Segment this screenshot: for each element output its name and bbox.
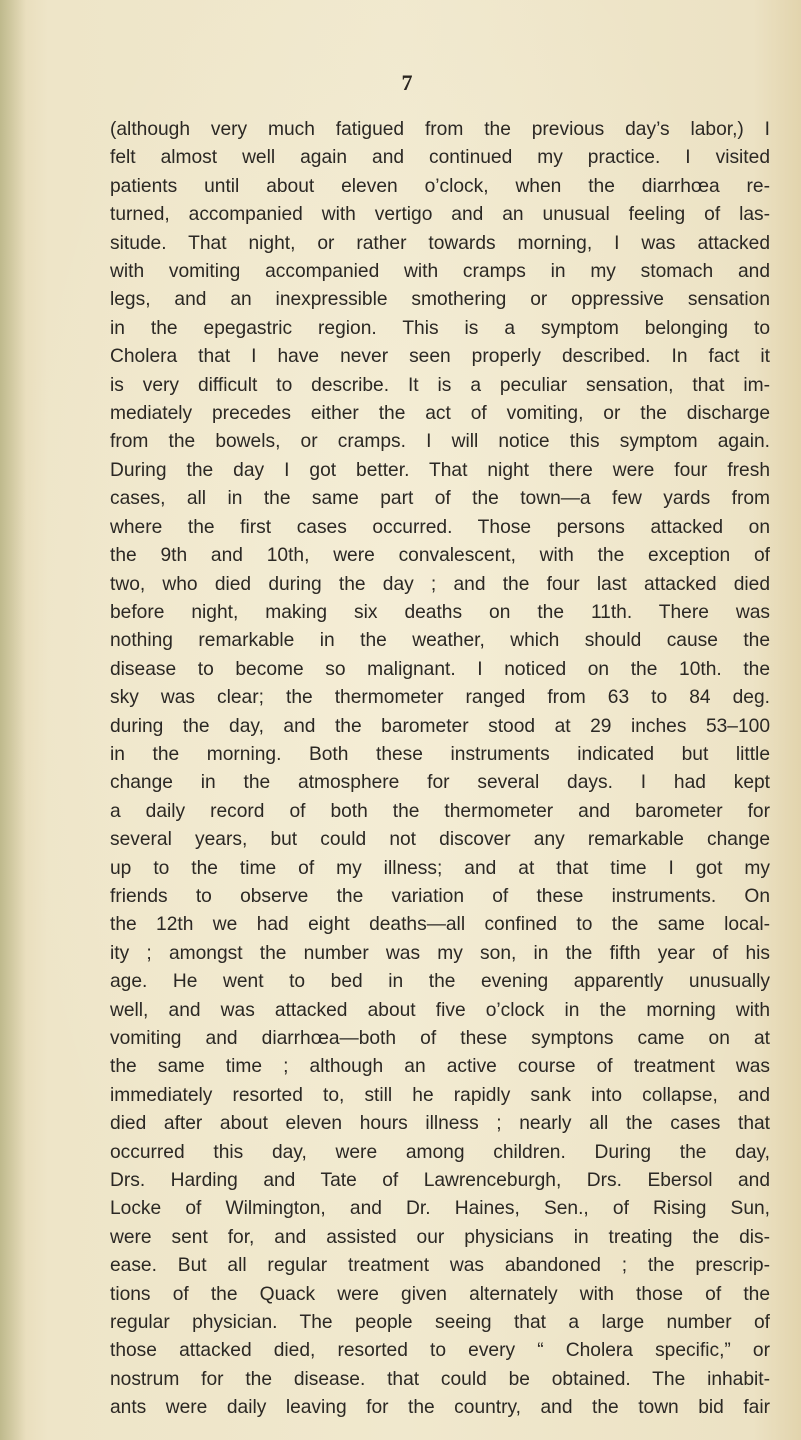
text-line: felt almost well again and continued my practice. I visited: [110, 147, 770, 169]
text-line: cases, all in the same part of the town—a few yards from: [110, 488, 770, 510]
text-line: during the day, and the barometer stood at 29 inches 53–100: [110, 715, 770, 737]
text-line: Locke of Wilmington, and Dr. Haines, Sen., of Rising Sun,: [110, 1198, 770, 1220]
text-line: regular physician. The people seeing that a large number of: [110, 1312, 770, 1334]
text-line: Cholera that I have never seen properly described. In fact it: [110, 346, 770, 368]
page-number: 7: [401, 70, 413, 95]
text-line: is very difficult to describe. It is a peculiar sensation, that im-: [110, 374, 770, 396]
text-line: sky was clear; the thermometer ranged from 63 to 84 deg.: [110, 687, 770, 709]
text-line: tions of the Quack were given alternately with those of the: [110, 1283, 770, 1305]
text-line: before night, making six deaths on the 11th. There was: [110, 601, 770, 623]
text-line: those attacked died, resorted to every “ Cholera specific,” or: [110, 1340, 770, 1362]
text-line: where the first cases occurred. Those persons attacked on: [110, 516, 770, 538]
text-line: the 9th and 10th, were convalescent, with the exception of: [110, 545, 770, 567]
text-line: disease to become so malignant. I noticed on the 10th. the: [110, 658, 770, 680]
text-line: were sent for, and assisted our physicians in treating the dis-: [110, 1226, 770, 1248]
text-line: legs, and an inexpressible smothering or oppressive sensation: [110, 289, 770, 311]
text-line: with vomiting accompanied with cramps in my stomach and: [110, 261, 770, 283]
text-line: situde. That night, or rather towards morning, I was attacked: [110, 232, 770, 254]
text-line: several years, but could not discover any remarkable change: [110, 829, 770, 851]
text-line: patients until about eleven o’clock, when the diarrhœa re-: [110, 175, 770, 197]
text-line: age. He went to bed in the evening apparently unusually: [110, 971, 770, 993]
text-line: mediately precedes either the act of vomiting, or the discharge: [110, 403, 770, 425]
text-line: ants were daily leaving for the country, and the town bid fair: [110, 1397, 770, 1419]
text-line: vomiting and diarrhœa—both of these symptons came on at: [110, 1028, 770, 1049]
text-line: During the day I got better. That night there were four fresh: [110, 459, 770, 481]
text-line: nostrum for the disease. that could be obtained. The inhabit-: [110, 1368, 770, 1390]
text-line: a daily record of both the thermometer and barometer for: [110, 800, 770, 822]
text-line: immediately resorted to, still he rapidly sank into collapse, and: [110, 1084, 770, 1106]
text-line: the 12th we had eight deaths—all confined to the same local-: [110, 914, 770, 936]
text-line: friends to observe the variation of these instruments. On: [110, 885, 770, 907]
body-text: [110, 116, 770, 1423]
text-line: (although very much fatigued from the previous day’s labor,) I: [110, 119, 770, 140]
text-line: in the epegastric region. This is a symptom belonging to: [110, 317, 770, 339]
text-line: well, and was attacked about five o’clock in the morning with: [110, 999, 770, 1021]
text-line: ity ; amongst the number was my son, in the fifth year of his: [110, 942, 770, 964]
text-line: the same time ; although an active course of treatment was: [110, 1056, 770, 1078]
text-line: from the bowels, or cramps. I will notice this symptom again.: [110, 431, 770, 453]
text-line: ease. But all regular treatment was abandoned ; the prescrip-: [110, 1255, 770, 1277]
text-line: up to the time of my illness; and at that time I got my: [110, 857, 770, 879]
text-line: occurred this day, were among children. During the day,: [110, 1141, 770, 1163]
text-line: Drs. Harding and Tate of Lawrenceburgh, Drs. Ebersol and: [110, 1170, 770, 1192]
text-line: change in the atmosphere for several days. I had kept: [110, 772, 770, 794]
text-line: in the morning. Both these instruments indicated but little: [110, 743, 770, 765]
text-line: two, who died during the day ; and the four last attacked died: [110, 573, 770, 595]
text-line: died after about eleven hours illness ; nearly all the cases that: [110, 1113, 770, 1135]
text-line: nothing remarkable in the weather, which should cause the: [110, 630, 770, 652]
text-line: turned, accompanied with vertigo and an unusual feeling of las-: [110, 204, 770, 226]
